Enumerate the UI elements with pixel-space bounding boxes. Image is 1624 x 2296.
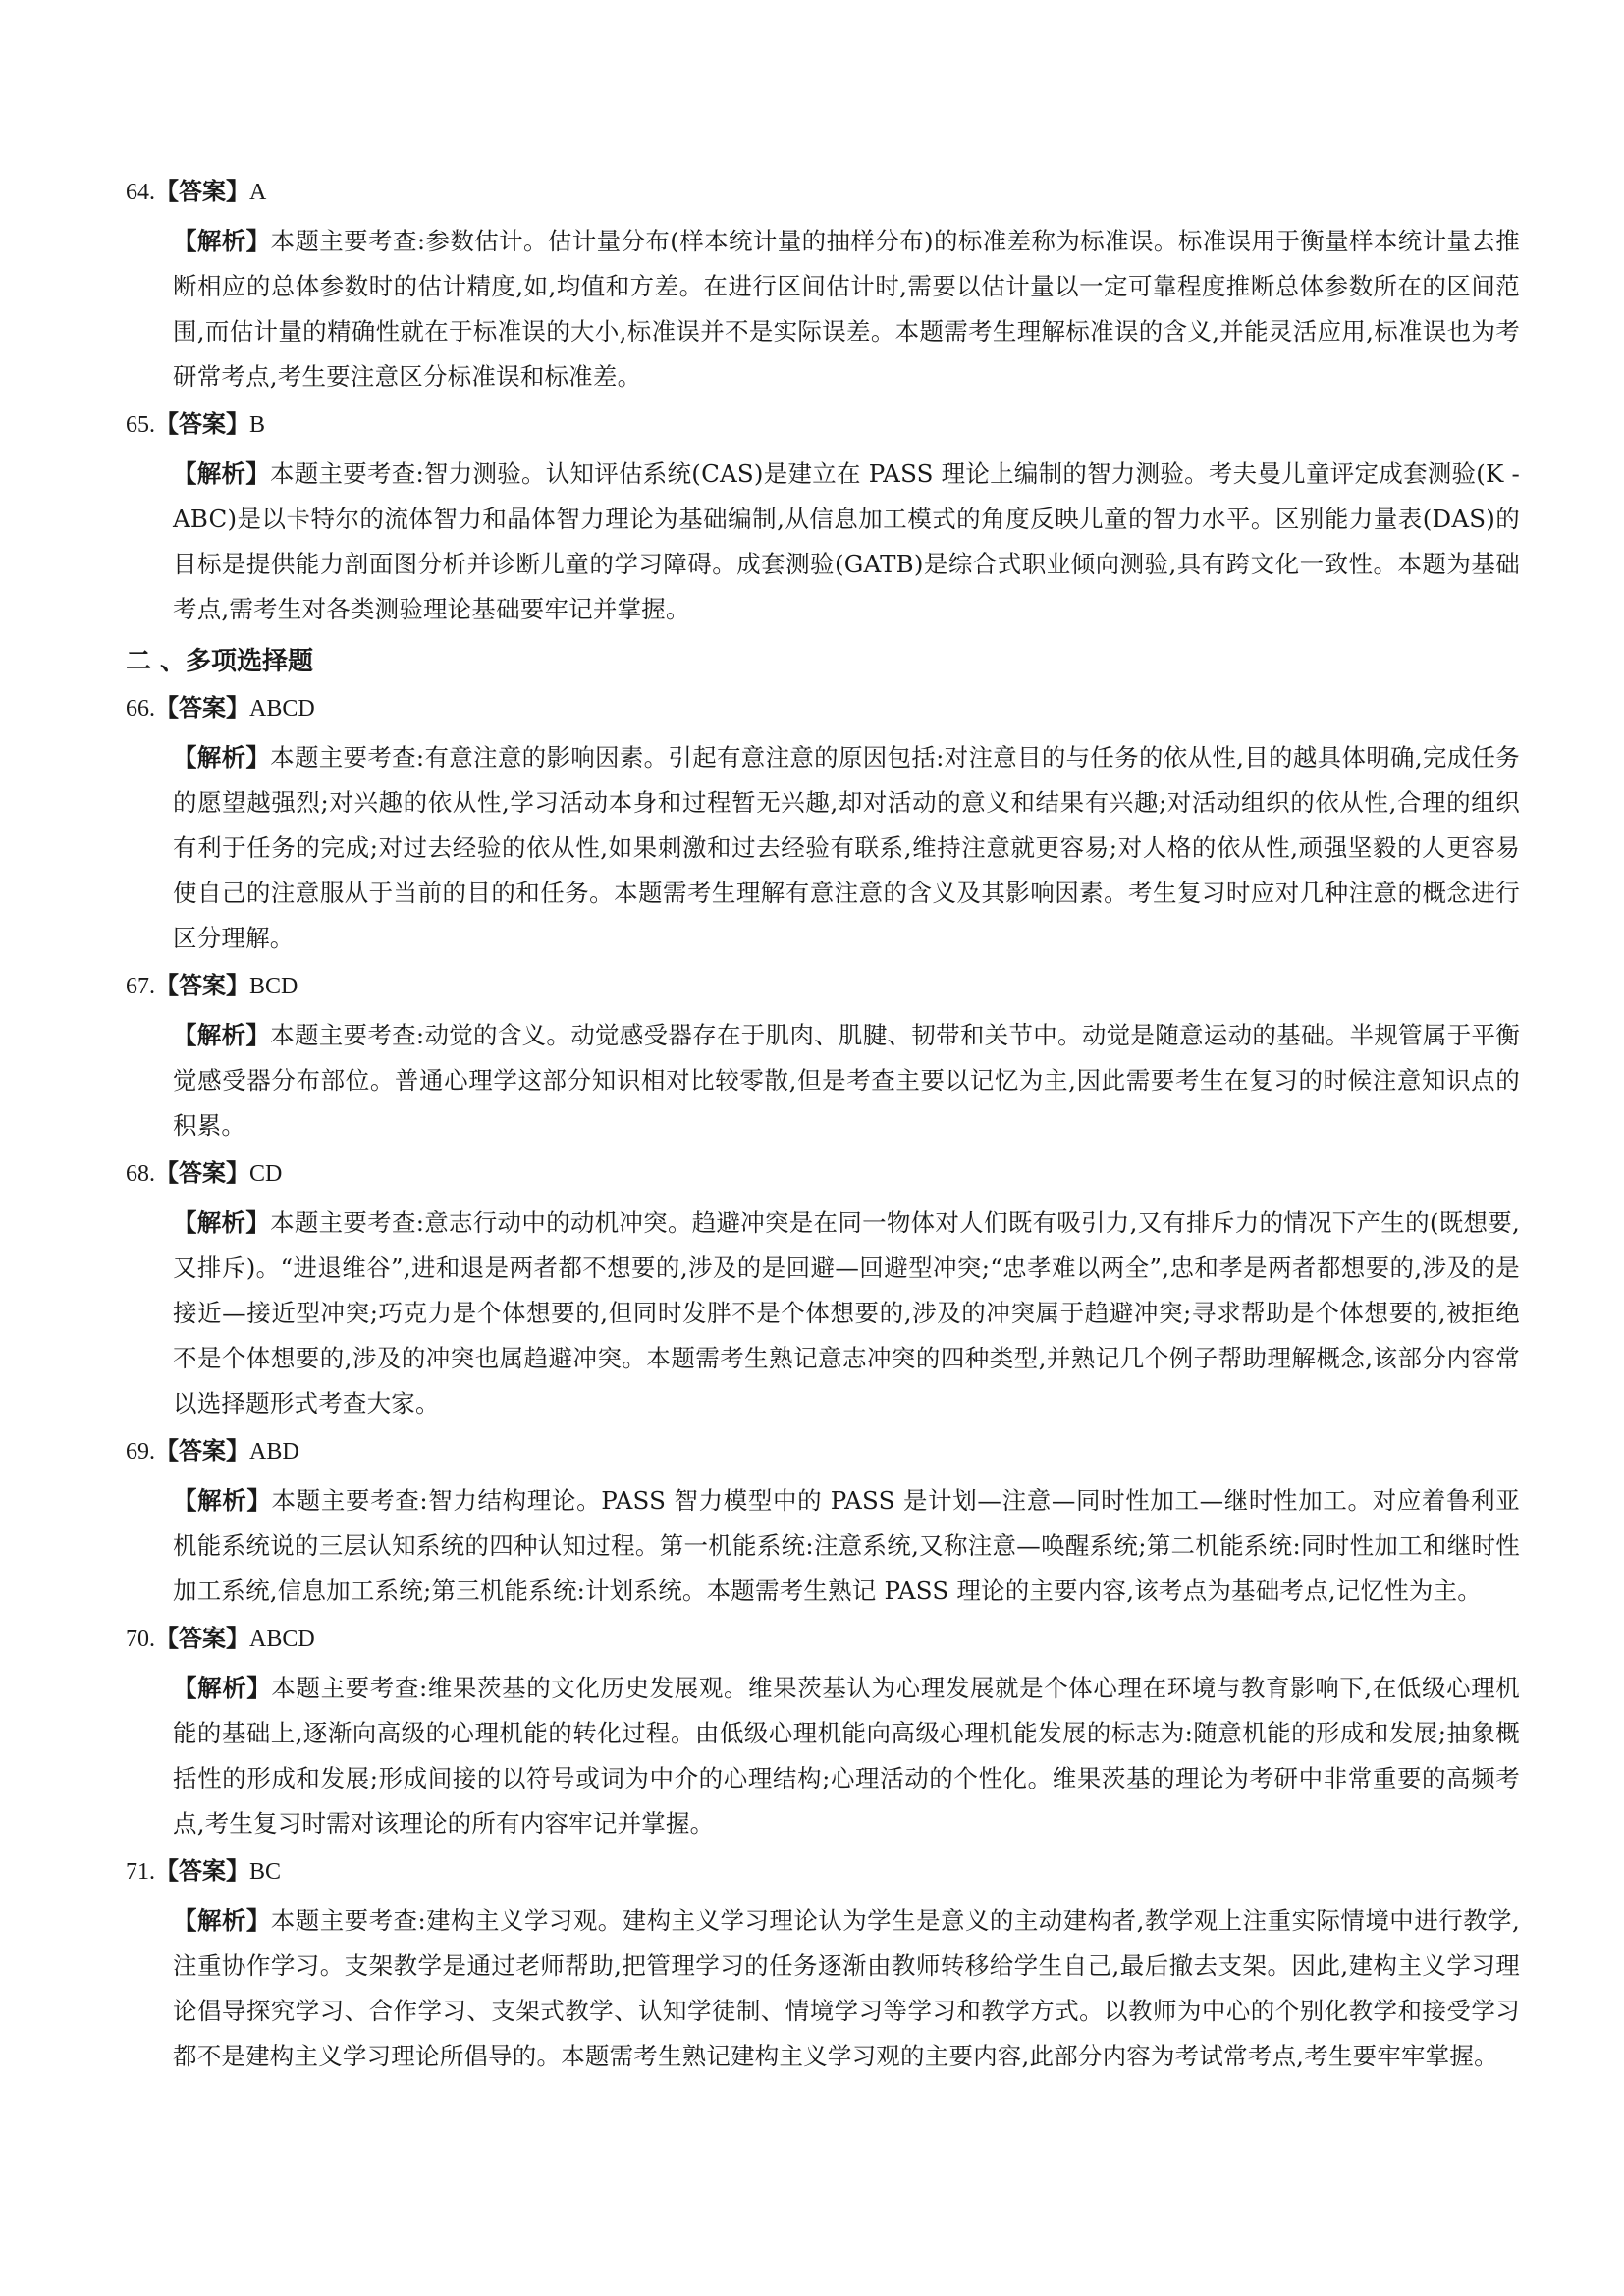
answer-item-67 [126,969,1520,1148]
answer-item-71 [126,1854,1520,2079]
answer-line [126,691,1520,725]
section-title: 二 、多项选择题 [126,647,314,676]
answer-page [126,175,1520,2087]
answer-item-68 [126,1156,1520,1426]
answer-value: B [249,412,266,438]
answer-value: CD [249,1161,283,1187]
answer-tag: 【答案】 [155,1437,249,1465]
answer-item-69 [126,1434,1520,1614]
question-number: 64. [126,180,155,205]
analysis-tag: 【解析】 [173,1208,271,1237]
analysis-paragraph [173,735,1520,961]
answer-item-66 [126,691,1520,961]
answer-line [126,969,1520,1003]
analysis-text: 本题主要考查:智力结构理论。PASS 智力模型中的 PASS 是计划—注意—同时性加工—继时性加工。对应着鲁利亚机能系统说的三层认知系统的四种认知过程。第一机能系统:注意系统,又称注意—唤醒系统;第二机能系统:同时性加工和继时性加工系统,信息加工系统;第三机能系统:计划系统。本题需考生熟记 PASS 理论的主要内容,该考点为基础考点,记忆性为主。 [173,1486,1520,1605]
analysis-tag: 【解析】 [173,1486,272,1515]
analysis-text: 本题主要考查:建构主义学习观。建构主义学习理论认为学生是意义的主动建构者,教学观上注重实际情境中进行教学,注重协作学习。支架教学是通过老师帮助,把管理学习的任务逐渐由教师转移给学生自己,最后撤去支架。因此,建构主义学习理论倡导探究学习、合作学习、支架式教学、认知学徒制、情境学习等学习和教学方式。以教师为中心的个别化教学和接受学习都不是建构主义学习理论所倡导的。本题需考生熟记建构主义学习观的主要内容,此部分内容为考试常考点,考生要牢牢掌握。 [173,1906,1520,2070]
analysis-paragraph [173,1666,1520,1846]
analysis-text: 本题主要考查:维果茨基的文化历史发展观。维果茨基认为心理发展就是个体心理在环境与教育影响下,在低级心理机能的基础上,逐渐向高级的心理机能的转化过程。由低级心理机能向高级心理机能发展的标志为:随意机能的形成和发展;抽象概括性的形成和发展;形成间接的以符号或词为中介的心理结构;心理活动的个性化。维果茨基的理论为考研中非常重要的高频考点,考生复习时需对该理论的所有内容牢记并掌握。 [173,1674,1520,1838]
question-number: 68. [126,1161,155,1187]
answer-value: ABCD [249,696,315,721]
analysis-tag: 【解析】 [173,1021,271,1049]
answer-line [126,1854,1520,1889]
analysis-paragraph [173,1478,1520,1614]
answer-value: ABD [249,1439,299,1465]
answer-tag: 【答案】 [155,694,249,721]
analysis-tag: 【解析】 [173,1674,272,1702]
answer-tag: 【答案】 [155,1159,249,1187]
answer-value: BC [249,1859,282,1885]
analysis-paragraph [173,1013,1520,1148]
question-number: 69. [126,1439,155,1465]
question-number: 65. [126,412,155,438]
answer-line [126,175,1520,209]
analysis-tag: 【解析】 [173,227,271,255]
answer-tag: 【答案】 [155,972,249,999]
question-number: 70. [126,1627,155,1652]
question-number: 66. [126,696,155,721]
analysis-tag: 【解析】 [173,743,271,772]
answer-value: BCD [249,974,298,999]
question-number: 67. [126,974,155,999]
answer-item-64 [126,175,1520,400]
answer-line [126,1434,1520,1468]
answer-line [126,1156,1520,1191]
answer-tag: 【答案】 [155,1857,249,1885]
analysis-paragraph [173,1898,1520,2079]
analysis-paragraph [173,219,1520,400]
analysis-text: 本题主要考查:动觉的含义。动觉感受器存在于肌肉、肌腱、韧带和关节中。动觉是随意运动的基础。半规管属于平衡觉感受器分布部位。普通心理学这部分知识相对比较零散,但是考查主要以记忆为主,因此需要考生在复习的时候注意知识点的积累。 [173,1021,1520,1140]
analysis-text: 本题主要考查:参数估计。估计量分布(样本统计量的抽样分布)的标准差称为标准误。标准误用于衡量样本统计量去推断相应的总体参数时的估计精度,如,均值和方差。在进行区间估计时,需要以估计量以一定可靠程度推断总体参数所在的区间范围,而估计量的精确性就在于标准误的大小,标准误并不是实际误差。本题需考生理解标准误的含义,并能灵活应用,标准误也为考研常考点,考生要注意区分标准误和标准差。 [173,227,1520,391]
answer-tag: 【答案】 [155,410,249,438]
answer-item-70 [126,1622,1520,1846]
answer-item-65 [126,407,1520,632]
analysis-paragraph [173,1201,1520,1426]
analysis-tag: 【解析】 [173,1906,271,1935]
question-number: 71. [126,1859,155,1885]
answer-line [126,1622,1520,1656]
answer-value: ABCD [249,1627,315,1652]
analysis-text: 本题主要考查:智力测验。认知评估系统(CAS)是建立在 PASS 理论上编制的智力测验。考夫曼儿童评定成套测验(K - ABC)是以卡特尔的流体智力和晶体智力理论为基础编制,从信息加工模式的角度反映儿童的智力水平。区别能力量表(DAS)的目标是提供能力剖面图分析并诊断儿童的学习障碍。成套测验(GATB)是综合式职业倾向测验,具有跨文化一致性。本题为基础考点,需考生对各类测验理论基础要牢记并掌握。 [173,459,1520,623]
analysis-tag: 【解析】 [173,459,271,488]
analysis-text: 本题主要考查:意志行动中的动机冲突。趋避冲突是在同一物体对人们既有吸引力,又有排斥力的情况下产生的(既想要,又排斥)。“进退维谷”,进和退是两者都不想要的,涉及的是回避—回避型冲突;“忠孝难以两全”,忠和孝是两者都想要的,涉及的是接近—接近型冲突;巧克力是个体想要的,但同时发胖不是个体想要的,涉及的冲突属于趋避冲突;寻求帮助是个体想要的,被拒绝不是个体想要的,涉及的冲突也属趋避冲突。本题需考生熟记意志冲突的四种类型,并熟记几个例子帮助理解概念,该部分内容常以选择题形式考查大家。 [173,1208,1520,1417]
analysis-text: 本题主要考查:有意注意的影响因素。引起有意注意的原因包括:对注意目的与任务的依从性,目的越具体明确,完成任务的愿望越强烈;对兴趣的依从性,学习活动本身和过程暂无兴趣,却对活动的意义和结果有兴趣;对活动组织的依从性,合理的组织有利于任务的完成;对过去经验的依从性,如果刺激和过去经验有联系,维持注意就更容易;对人格的依从性,顽强坚毅的人更容易使自己的注意服从于当前的目的和任务。本题需考生理解有意注意的含义及其影响因素。考生复习时应对几种注意的概念进行区分理解。 [173,743,1520,952]
answer-value: A [249,180,267,205]
analysis-paragraph [173,452,1520,632]
answer-tag: 【答案】 [155,1625,249,1652]
answer-tag: 【答案】 [155,178,249,205]
answer-line [126,407,1520,442]
